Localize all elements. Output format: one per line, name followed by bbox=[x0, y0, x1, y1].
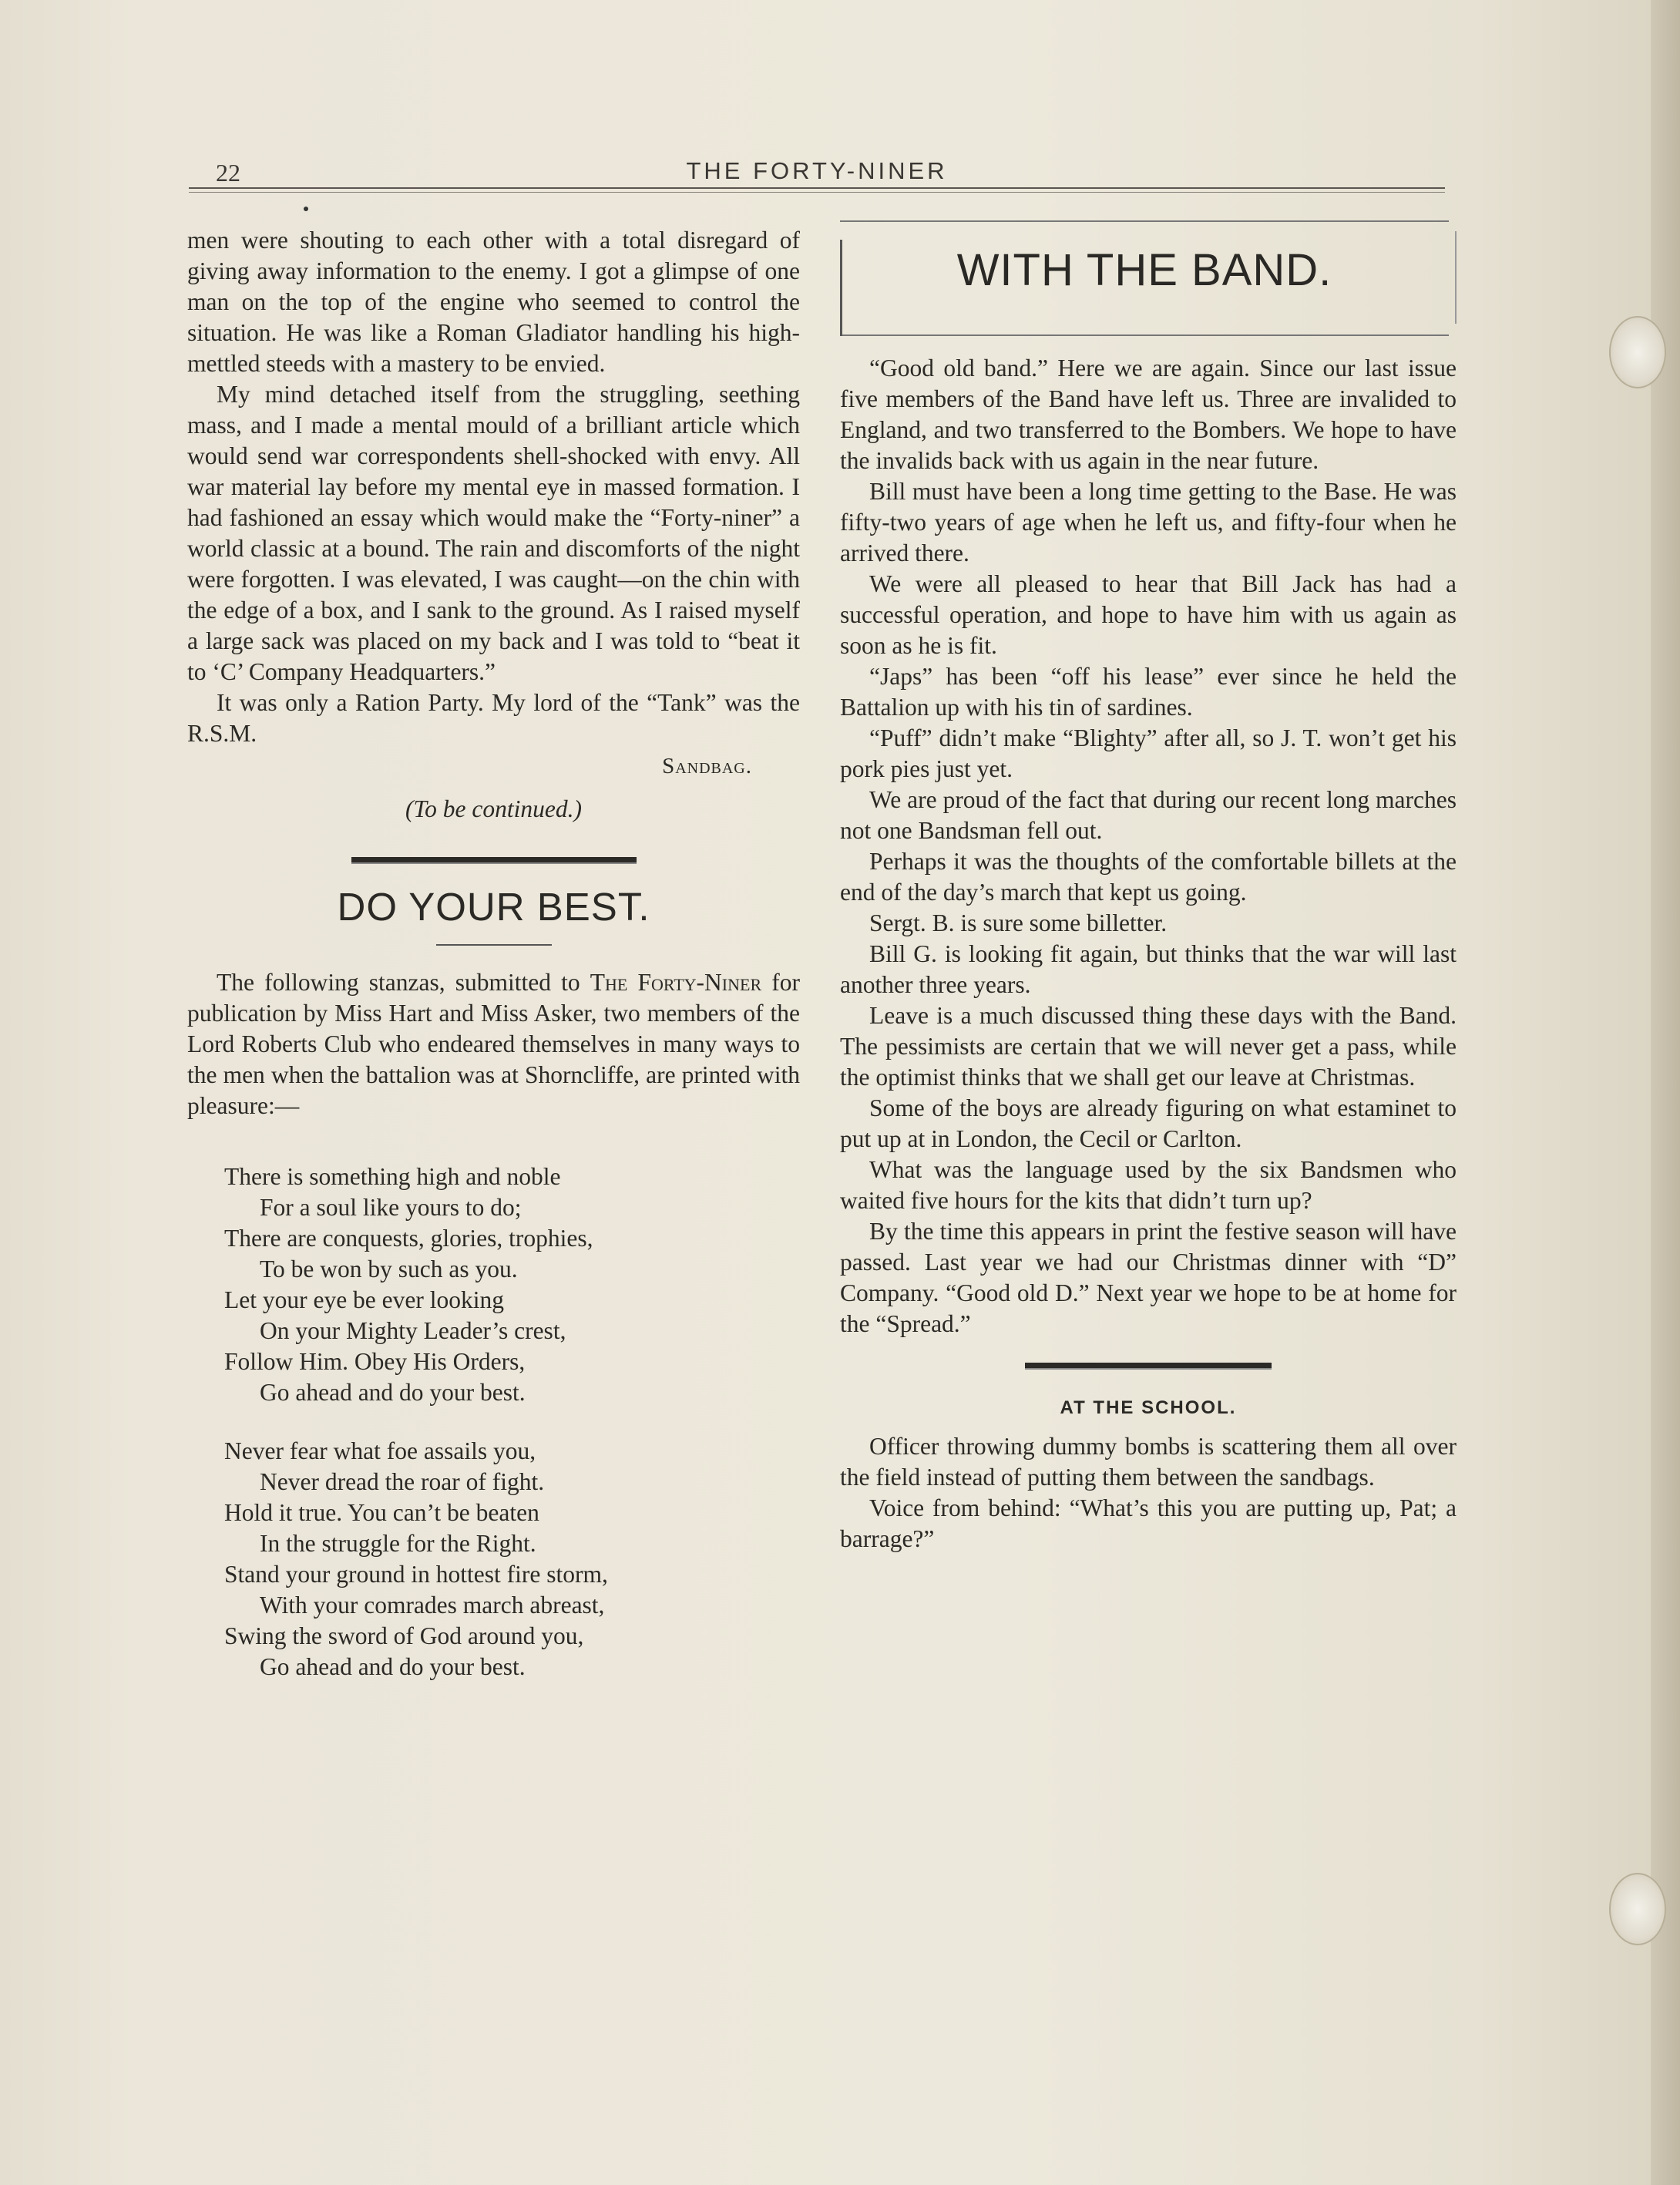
left-column bbox=[187, 225, 800, 1682]
band-paragraph: Bill must have been a long time getting to the Base. He was fifty-two years of age when he left us, and fifty-four when he arrived there. bbox=[840, 478, 1457, 566]
section-title-with-the-band: WITH THE BAND. bbox=[956, 245, 1332, 295]
journal-title: THE FORTY-NINER bbox=[686, 157, 948, 184]
continued-note: (To be continued.) bbox=[405, 795, 582, 822]
intro-text: The following stanzas, submitted to bbox=[217, 969, 590, 996]
right-column bbox=[840, 220, 1457, 1555]
band-paragraph: “Japs” has been “off his lease” ever since he held the Battalion up with his tin of sardines. bbox=[840, 663, 1457, 721]
box-border-right bbox=[1455, 231, 1457, 324]
poem-line: Go ahead and do your best. bbox=[260, 1379, 526, 1406]
section-title-at-the-school: AT THE SCHOOL. bbox=[1060, 1397, 1237, 1418]
poem bbox=[187, 1161, 800, 1682]
box-border-bottom bbox=[840, 334, 1449, 336]
school-paragraph: Voice from behind: “What’s this you are putting up, Pat; a barrage?” bbox=[840, 1494, 1457, 1552]
poem-line: Never dread the roar of fight. bbox=[260, 1468, 545, 1495]
band-paragraph: Sergt. B. is sure some billetter. bbox=[869, 909, 1168, 936]
binder-hole-upper bbox=[1609, 316, 1666, 388]
title-underline bbox=[436, 944, 552, 946]
band-paragraph: We are proud of the fact that during our recent long marches not one Bandsman fell out. bbox=[840, 786, 1457, 844]
section-title-do-your-best: DO YOUR BEST. bbox=[337, 885, 650, 929]
band-paragraph: Bill G. is looking fit again, but thinks that the war will last another three years. bbox=[840, 940, 1457, 998]
poem-line: To be won by such as you. bbox=[260, 1256, 518, 1282]
school-paragraph: Officer throwing dummy bombs is scattering them all over the field instead of putting them between the sandbags. bbox=[840, 1433, 1457, 1491]
poem-line: For a soul like yours to do; bbox=[260, 1194, 522, 1221]
box-border-left bbox=[840, 240, 842, 336]
continued-paragraph: men were shouting to each other with a total disregard of giving away information to the enemy. I got a glimpse of one man on the top of the engine who seemed to control the situation. He was like a Roman Gladiator handling his high-mettled steeds with a mastery to be envied. bbox=[187, 227, 800, 377]
header-rule bbox=[189, 187, 1445, 193]
title-box bbox=[840, 220, 1449, 336]
article-paragraph: It was only a Ration Party. My lord of the “Tank” was the R.S.M. bbox=[187, 689, 800, 747]
band-paragraph: “Good old band.” Here we are again. Since our last issue five members of the Band have left us. Three are invalided to England, and two transferred to the Bombers. We hope to have the invalids back with us again in the near future. bbox=[840, 355, 1457, 474]
band-paragraph: We were all pleased to hear that Bill Jack has had a successful operation, and hope to have him with us again as soon as he is fit. bbox=[840, 570, 1457, 659]
poem-intro bbox=[187, 967, 800, 1121]
band-paragraph: Perhaps it was the thoughts of the comfortable billets at the end of the day’s march that kept us going. bbox=[840, 848, 1457, 906]
binder-hole-lower bbox=[1609, 1873, 1666, 1945]
poem-line: On your Mighty Leader’s crest, bbox=[260, 1317, 566, 1344]
poem-line: Hold it true. You can’t be beaten bbox=[224, 1499, 539, 1526]
band-paragraph: Some of the boys are already figuring on what estaminet to put up at in London, the Cecil or Carlton. bbox=[840, 1094, 1457, 1152]
poem-line: Let your eye be ever looking bbox=[224, 1286, 504, 1313]
band-paragraph: What was the language used by the six Bandsmen who waited five hours for the kits that didn’t turn up? bbox=[840, 1156, 1457, 1214]
article-paragraph: My mind detached itself from the struggling, seething mass, and I made a mental mould of a brilliant article which would send war correspondents shell-shocked with envy. All war material lay before my mental eye in massed formation. I had fashioned an essay which would make the “Forty-niner” a world classic at a bound. The rain and discomforts of the night were forgotten. I was elevated, I was caught—on the chin with the edge of a box, and I sank to the ground. As I raised myself a large sack was placed on my back and I was told to “beat it to ‘C’ Company Headquarters.” bbox=[187, 381, 800, 685]
author-signature: Sandbag. bbox=[662, 754, 752, 778]
poem-line: Follow Him. Obey His Orders, bbox=[224, 1348, 526, 1375]
ink-mark bbox=[304, 207, 308, 211]
section-divider bbox=[1025, 1363, 1272, 1370]
poem-line: In the struggle for the Right. bbox=[260, 1530, 536, 1557]
poem-line: Stand your ground in hottest fire storm, bbox=[224, 1561, 608, 1588]
running-header bbox=[189, 153, 1445, 191]
magazine-name: The Forty-Niner bbox=[590, 969, 762, 996]
band-paragraph: By the time this appears in print the festive season will have passed. Last year we had our Christmas dinner with “D” Company. “Good old D.” Next year we hope to be at home for the “Spread.” bbox=[840, 1218, 1457, 1337]
box-border-top bbox=[840, 220, 1449, 222]
section-divider bbox=[351, 857, 637, 864]
poem-line: Go ahead and do your best. bbox=[260, 1653, 526, 1680]
poem-line: Swing the sword of God around you, bbox=[224, 1622, 584, 1649]
poem-line: There are conquests, glories, trophies, bbox=[224, 1225, 593, 1252]
page-number: 22 bbox=[216, 159, 240, 187]
poem-line: There is something high and noble bbox=[224, 1163, 561, 1190]
band-paragraph: “Puff” didn’t make “Blighty” after all, so J. T. won’t get his pork pies just yet. bbox=[840, 724, 1457, 782]
stanza-break bbox=[187, 1408, 800, 1436]
poem-line: Never fear what foe assails you, bbox=[224, 1437, 536, 1464]
poem-line: With your comrades march abreast, bbox=[260, 1592, 605, 1619]
intro-text: for publication by Miss Hart and Miss Asker, two members of the Lord Roberts Club who endeared themselves in many ways to the men when the battalion was at Shorncliffe, are printed with pleasure:— bbox=[187, 969, 800, 1119]
band-paragraph: Leave is a much discussed thing these days with the Band. The pessimists are certain that we will never get a pass, while the optimist thinks that we shall get our leave at Christmas. bbox=[840, 1002, 1457, 1091]
